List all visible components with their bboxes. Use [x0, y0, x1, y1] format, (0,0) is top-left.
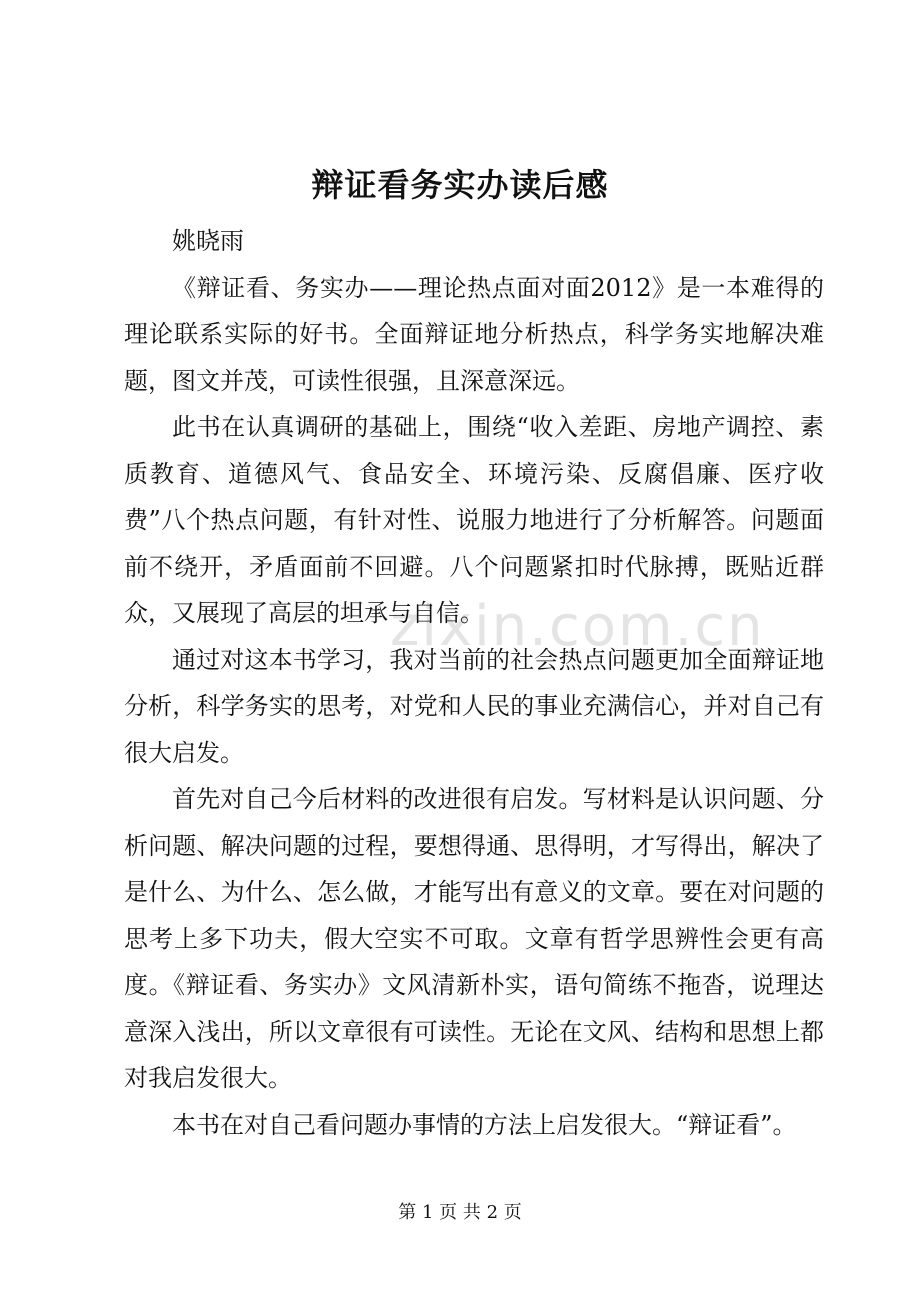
- paragraph-3: 通过对这本书学习，我对当前的社会热点问题更加全面辩证地分析，科学务实的思考，对党和人民的事业充满信心，并对自己有很大启发。: [124, 645, 824, 767]
- document-title: 辩证看务实办读后感: [311, 166, 609, 204]
- page-footer: 第 1 页 共 2 页: [398, 1202, 522, 1223]
- paragraph-5: 本书在对自己看问题办事情的方法上启发很大。“辩证看”。: [172, 1110, 797, 1139]
- paragraph-2: 此书在认真调研的基础上，围绕“收入差距、房地产调控、素质教育、道德风气、食品安全、环境污染、反腐倡廉、医疗收费”八个热点问题，有针对性、说服力地进行了分析解答。问题面前不绕开，矛盾面前不回避。八个问题紧扣时代脉搏，既贴近群众，又展现了高层的坦承与自信。: [124, 413, 824, 627]
- author-name: 姚晓雨: [172, 227, 244, 255]
- paragraph-4: 首先对自己今后材料的改进很有启发。写材料是认识问题、分析问题、解决问题的过程，要想得通、思得明，才写得出，解决了是什么、为什么、怎么做，才能写出有意义的文章。要在对问题的思考上多下功夫，假大空实不可取。文章有哲学思辨性会更有高度。《辩证看、务实办》文风清新朴实，语句简练不拖沓，说理达意深入浅出，所以文章很有可读性。无论在文风、结构和思想上都对我启发很大。: [124, 785, 824, 1092]
- document-body: [124, 218, 824, 1148]
- watermark: zixin.com.cn: [390, 594, 765, 659]
- paragraph-1: 《辩证看、务实办——理论热点面对面2012》是一本难得的理论联系实际的好书。全面辩证地分析热点，科学务实地解决难题，图文并茂，可读性很强，且深意深远。: [124, 273, 824, 395]
